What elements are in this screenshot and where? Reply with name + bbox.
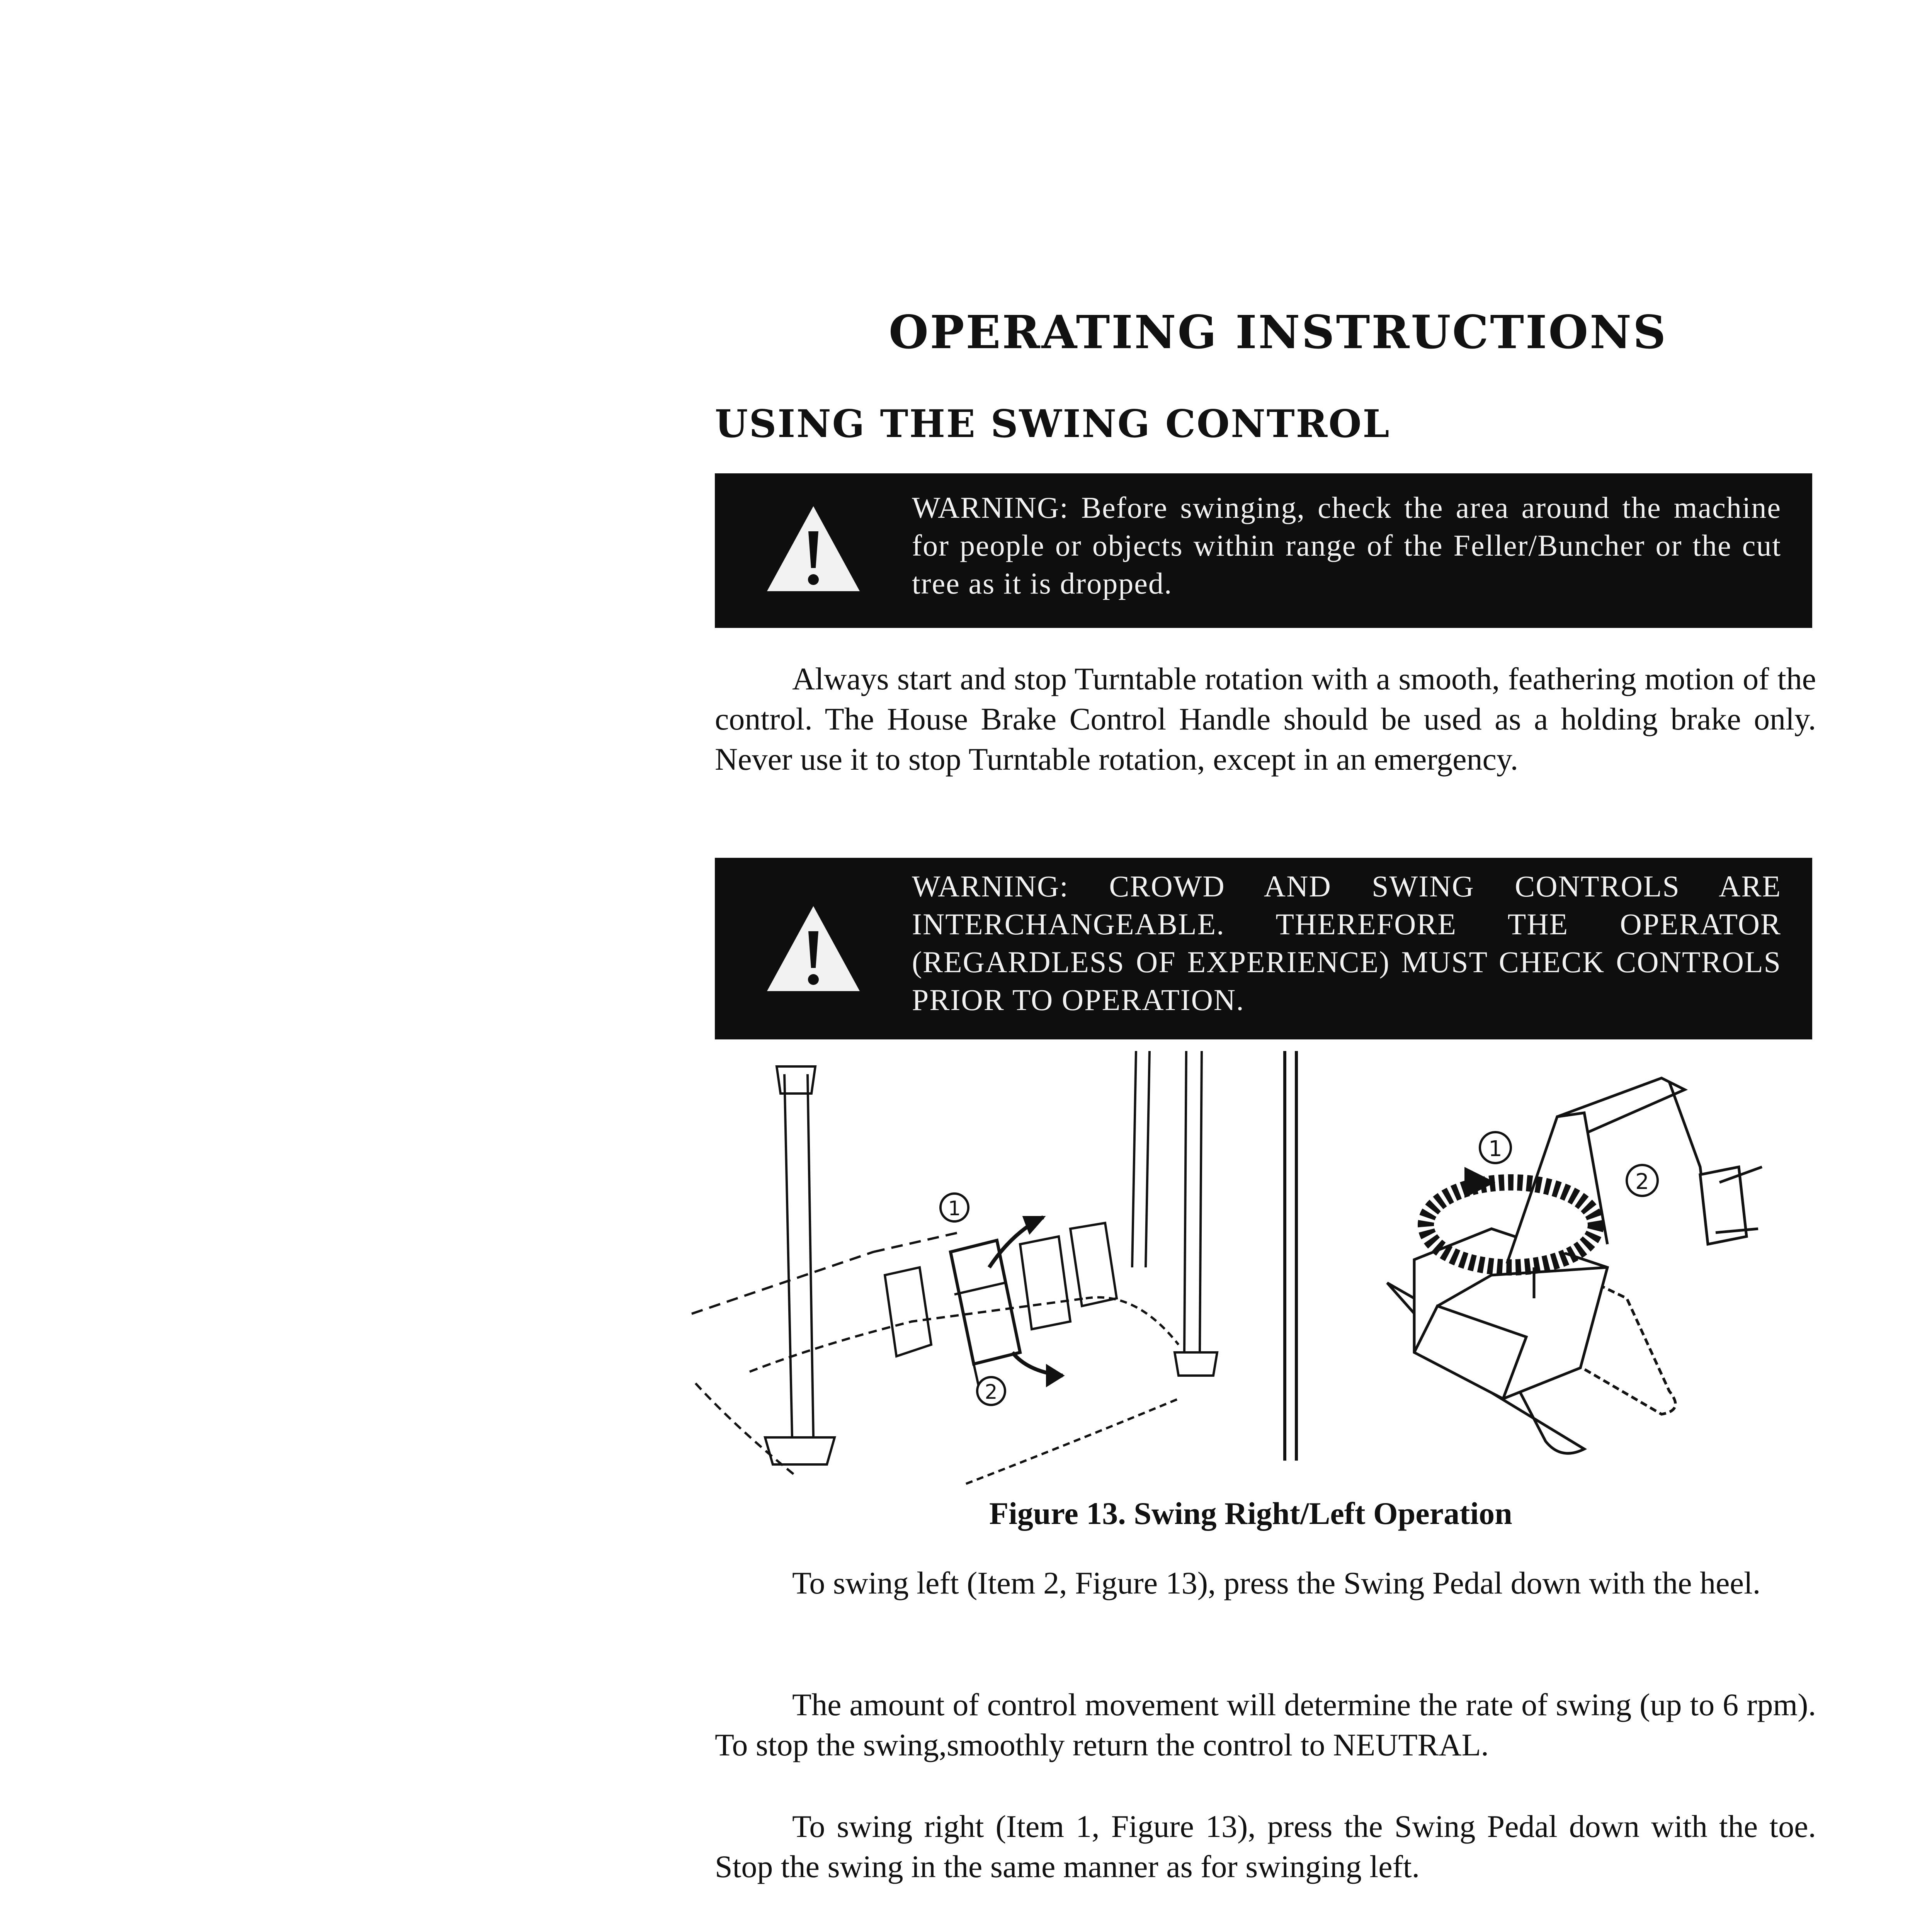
warning-text: WARNING: Before swinging, check the area around the machine for people or objects within range of the Feller/Buncher or the cut tree as it is dropped. — [912, 491, 1781, 600]
warning-triangle-icon — [765, 904, 862, 993]
warning-box-swing-area — [715, 473, 1812, 628]
paragraph-intro: Always start and stop Turntable rotation with a smooth, feathering motion of the control. The House Brake Control Handle should be used as a holding brake only. Never use it to stop Turntable rotation, except in an emergency. — [715, 661, 1816, 777]
figure-caption: Figure 13. Swing Right/Left Operation — [989, 1496, 1512, 1531]
feller-buncher-drawing — [1387, 1078, 1762, 1453]
rotation-arrow-head-icon — [1464, 1167, 1495, 1198]
callout-number: 2 — [985, 1381, 998, 1404]
callout-number: 1 — [1488, 1136, 1502, 1162]
callout-number: 2 — [1635, 1169, 1649, 1194]
callout-number: 1 — [948, 1197, 961, 1220]
callout-left-1 — [940, 1194, 968, 1221]
warning-text: WARNING: CROWD AND SWING CONTROLS ARE INTERCHANGEABLE. THEREFORE THE OPERATOR (REGARDLESS OF EXPERIENCE) MUST CHECK CONTROLS PRIOR TO OPERATION. — [912, 869, 1781, 1017]
paragraph-swing-left: To swing left (Item 2, Figure 13), press the Swing Pedal down with the heel. — [792, 1565, 1761, 1600]
figure-13-illustration — [680, 1051, 1824, 1499]
warning-triangle-icon — [765, 504, 862, 593]
paragraph-swing-rate: The amount of control movement will determine the rate of swing (up to 6 rpm). To stop the swing,smoothly return the control to NEUTRAL. — [715, 1687, 1816, 1762]
page-title: OPERATING INSTRUCTIONS — [889, 305, 1668, 359]
callout-right-2 — [1627, 1165, 1658, 1196]
paragraph-swing-right: To swing right (Item 1, Figure 13), press the Swing Pedal down with the toe. Stop the swing in the same manner as for swinging left. — [715, 1809, 1816, 1884]
callout-right-1 — [1480, 1132, 1511, 1163]
warning-box-controls — [715, 858, 1812, 1039]
cab-floor-pedals-drawing — [692, 1051, 1217, 1484]
callout-left-2 — [977, 1377, 1005, 1405]
section-title: USING THE SWING CONTROL — [715, 402, 1391, 446]
